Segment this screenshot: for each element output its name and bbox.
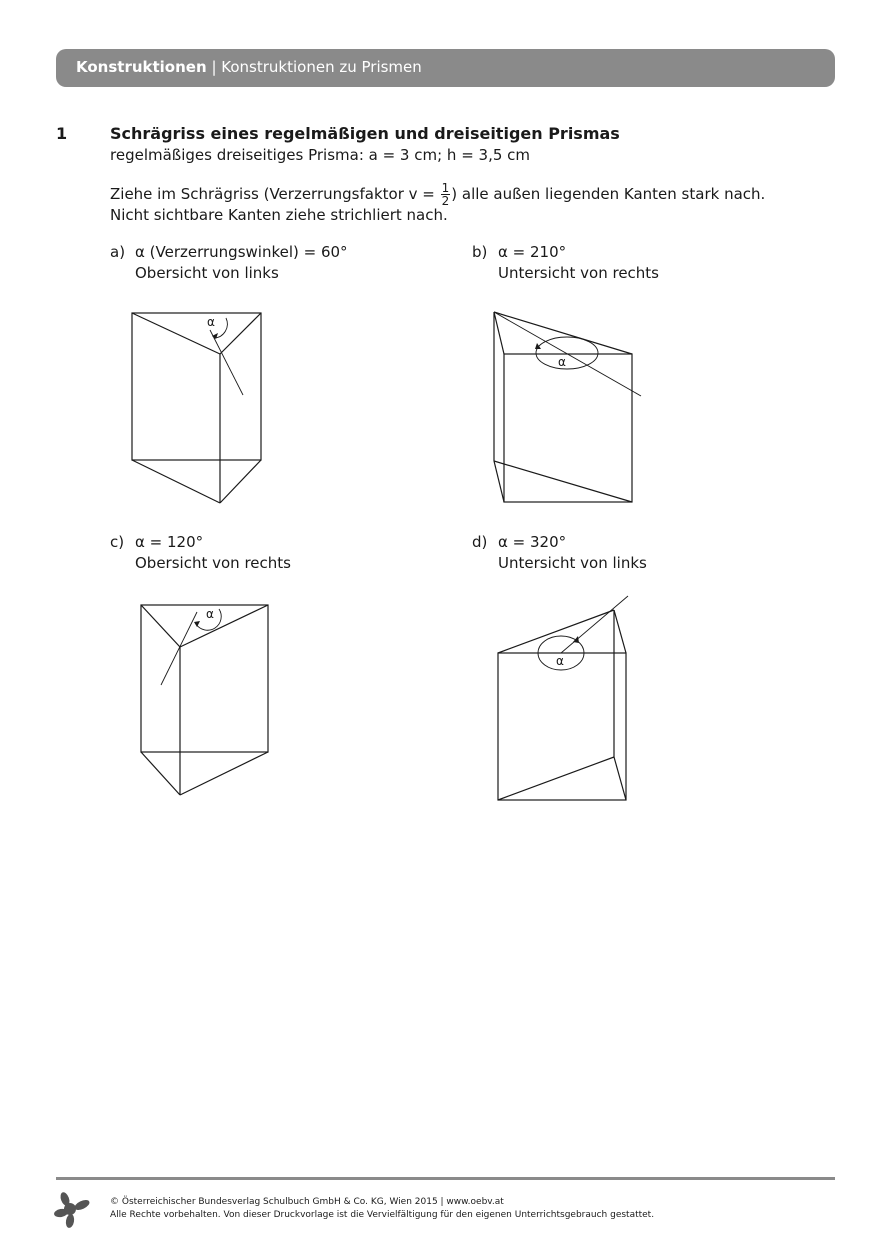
footer-copyright: © Österreichischer Bundesverlag Schulbuch GmbH & Co. KG, Wien 2015 | www.oebv.at (110, 1197, 504, 1207)
subtask-a-view: Obersicht von links (135, 264, 279, 282)
header-separator: | (211, 58, 217, 76)
prism-d-arrow (573, 636, 579, 643)
prism-figure-a (132, 313, 261, 503)
prism-d-front-face (498, 653, 626, 800)
prism-figure-b (494, 312, 641, 502)
prism-d-alpha-label: α (556, 654, 564, 668)
prism-c-arrow (194, 621, 200, 627)
task-given: regelmäßiges dreiseitiges Prisma: a = 3 cm; h = 3,5 cm (110, 146, 531, 164)
prism-a-back-face (132, 313, 261, 460)
prism-b-edge (494, 461, 632, 502)
prism-b-arrow (535, 343, 541, 349)
footer-rights: Alle Rechte vorbehalten. Von dieser Druckvorlage ist die Vervielfältigung für den eigenen Unterrichtsgebrauch gestattet. (110, 1210, 655, 1220)
publisher-logo-icon (52, 1190, 92, 1230)
prism-c-edge (180, 752, 268, 795)
section-title: Konstruktionen zu Prismen (221, 58, 422, 76)
instruction-pre: Ziehe im Schrägriss (Verzerrungsfaktor v = (110, 185, 440, 203)
subtask-a-angle: α (Verzerrungswinkel) = 60° (135, 243, 348, 261)
subtask-d-angle: α = 320° (498, 533, 567, 551)
prism-b-alpha-label: α (558, 355, 566, 369)
prism-c-back-face (141, 605, 268, 752)
task-number: 1 (56, 124, 68, 143)
prism-figure-c (141, 605, 268, 795)
subtask-a-letter: a) (110, 243, 126, 261)
subtask-b-angle: α = 210° (498, 243, 567, 261)
prism-b-angle-arc (536, 337, 598, 369)
prism-a-alpha-label: α (207, 315, 215, 329)
prism-d-edge (498, 610, 614, 653)
prism-b-edge (494, 461, 504, 502)
prism-b-edge (494, 312, 632, 354)
prism-c-edge (141, 752, 180, 795)
subtask-c-view: Obersicht von rechts (135, 554, 291, 572)
chapter-title: Konstruktionen (76, 58, 207, 76)
prism-d-edge (614, 610, 626, 653)
prism-figure-d (498, 596, 628, 800)
prism-b-edge (494, 312, 504, 354)
subtask-d-view: Untersicht von links (498, 554, 647, 572)
prism-c-edge (180, 605, 268, 647)
subtask-c-angle: α = 120° (135, 533, 204, 551)
prism-d-edge (498, 757, 614, 800)
subtask-b-view: Untersicht von rechts (498, 264, 659, 282)
instruction-post: ) alle außen liegenden Kanten stark nach. (451, 185, 766, 203)
subtask-c-letter: c) (110, 533, 125, 551)
prism-c-edge (141, 605, 180, 647)
fraction-numerator: 1 (441, 181, 450, 195)
prism-a-edge (220, 460, 261, 503)
prism-a-edge (132, 460, 220, 503)
prism-c-angle-ray (161, 612, 197, 685)
prism-b-front-face (504, 354, 632, 502)
footer-divider (56, 1177, 835, 1180)
fraction-denominator: 2 (441, 194, 450, 208)
prism-c-alpha-label: α (206, 607, 214, 621)
subtask-d-letter: d) (472, 533, 488, 551)
prism-a-angle-ray (210, 330, 243, 395)
prism-a-arrow (212, 333, 218, 339)
task-instruction-line2: Nicht sichtbare Kanten ziehe strichliert nach. (110, 206, 448, 224)
prism-d-edge (614, 757, 626, 800)
subtask-b-letter: b) (472, 243, 488, 261)
task-title: Schrägriss eines regelmäßigen und dreiseitigen Prismas (110, 124, 620, 143)
